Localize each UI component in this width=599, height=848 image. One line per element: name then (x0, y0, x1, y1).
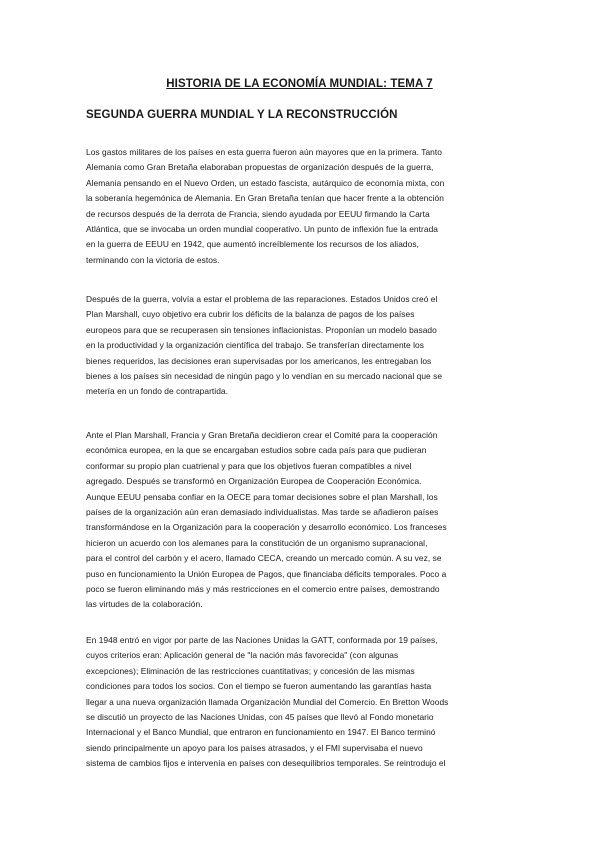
paragraph-line: transformándose en la Organización para la cooperación y desarrollo económico. Los franceses (86, 522, 447, 533)
paragraph-line: excepciones); Eliminación de las restricciones cuantitativas; y concesión de las mismas (86, 665, 415, 676)
paragraph-3 (86, 428, 516, 613)
paragraph-4 (86, 633, 516, 772)
paragraph-line: Internacional y el Banco Mundial, que entraron en funcionamiento en 1947. El Banco terminó (86, 727, 436, 738)
paragraph-line: se discutió un proyecto de las Naciones Unidas, con 45 países que llevó al Fondo monetario (86, 712, 434, 723)
paragraph-line: conformar su propio plan cuatrienal y para que los objetivos fueran compatibles a nivel (86, 460, 412, 471)
paragraph-line: bienes a los países sin necesidad de ningún pago y lo vendían en su mercado nacional que se (86, 371, 443, 382)
paragraph-line: para el control del carbón y el acero, llamado CECA, creando un mercado común. A su vez, se (86, 553, 442, 564)
paragraph-line: agregado. Después se transformó en Organización Europea de Cooperación Económica. (86, 476, 422, 487)
paragraph-line: económica europea, en la que se encargaban estudios sobre cada país para que pudieran (86, 445, 427, 456)
paragraph-line: Alemania pensando en el Nuevo Orden, un estado fascista, autárquico de economía mixta, con (86, 177, 445, 188)
paragraph-line: siendo principalmente un apoyo para los países atrasados, y el FMI supervisaba el nuevo (86, 742, 423, 753)
paragraph-2 (86, 292, 516, 400)
paragraph-line: europeos para que se recuperasen sin tensiones inflacionistas. Proponían un modelo basado (86, 324, 437, 335)
paragraph-line: países de la organización aún eran demasiado individualistas. Mas tarde se añadieron países (86, 507, 439, 518)
paragraph-line: Atlántica, que se invocaba un orden mundial cooperativo. Un punto de inflexión fue la entrada (86, 224, 438, 235)
paragraph-line: poco se fueron eliminando más y más restricciones en el comercio entre países, demostrando (86, 584, 440, 595)
paragraph-line: Después de la guerra, volvía a estar el problema de las reparaciones. Estados Unidos creó el (86, 294, 438, 304)
paragraph-line: las virtudes de la colaboración. (86, 599, 203, 610)
paragraph-line: Los gastos militares de los países en esta guerra fueron aún mayores que en la primera. Tanto (86, 147, 442, 157)
paragraph-line: llegar a una nueva organización llamada Organización Mundial del Comercio. En Bretton Woods (86, 696, 449, 707)
paragraph-line: en la guerra de EEUU en 1942, que aumentó increíblemente los recursos de los aliados, (86, 239, 419, 250)
paragraph-1 (86, 145, 516, 268)
paragraph-line: cuyos criterios eran: Aplicación general de "la nación más favorecida" (con algunas (86, 650, 399, 661)
paragraph-line: en la productividad y la organización científica del trabajo. Se transferían directamente los (86, 340, 424, 351)
paragraph-line: metería en un fondo de contrapartida. (86, 386, 228, 397)
paragraph-line: En 1948 entró en vigor por parte de las Naciones Unidas la GATT, conformada por 19 países, (86, 635, 438, 645)
paragraph-line: terminando con la victoria de estos. (86, 254, 220, 265)
paragraph-line: Alemania como Gran Bretaña elaboraban propuestas de organización después de la guerra, (86, 162, 434, 173)
paragraph-line: bienes requeridos, las decisiones eran supervisadas por los americanos, les entregaban los (86, 355, 432, 366)
paragraph-line: condiciones para todos los socios. Con el tiempo se fueron aumentando las garantías hasta (86, 681, 432, 692)
paragraph-line: hicieron un acuerdo con los alemanes para la constitución de un organismo supranacional, (86, 537, 428, 548)
section-heading: SEGUNDA GUERRA MUNDIAL Y LA RECONSTRUCCIÓN (86, 109, 398, 121)
paragraph-line: Aunque EEUU pensaba confiar en la OECE para tomar decisiones sobre el plan Marshall, los (86, 491, 438, 502)
document-title: HISTORIA DE LA ECONOMÍA MUNDIAL: TEMA 7 (166, 78, 433, 90)
paragraph-line: la soberanía hegemónica de Alemania. En Gran Bretaña tenían que hacer frente a la obtención (86, 193, 444, 204)
paragraph-line: de recursos después de la derrota de Francia, siendo ayudada por EEUU firmando la Carta (86, 208, 430, 219)
paragraph-line: sistema de cambios fijos e intervenía en países con desequilibrios temporales. Se reintrodujo el (86, 758, 446, 769)
paragraph-line: Ante el Plan Marshall, Francia y Gran Bretaña decidieron crear el Comité para la cooperación (86, 430, 438, 440)
paragraph-line: puso en funcionamiento la Unión Europea de Pagos, que financiaba déficits temporales. Poco a (86, 568, 447, 579)
paragraph-line: Plan Marshall, cuyo objetivo era cubrir los déficits de la balanza de pagos de los países (86, 309, 415, 320)
